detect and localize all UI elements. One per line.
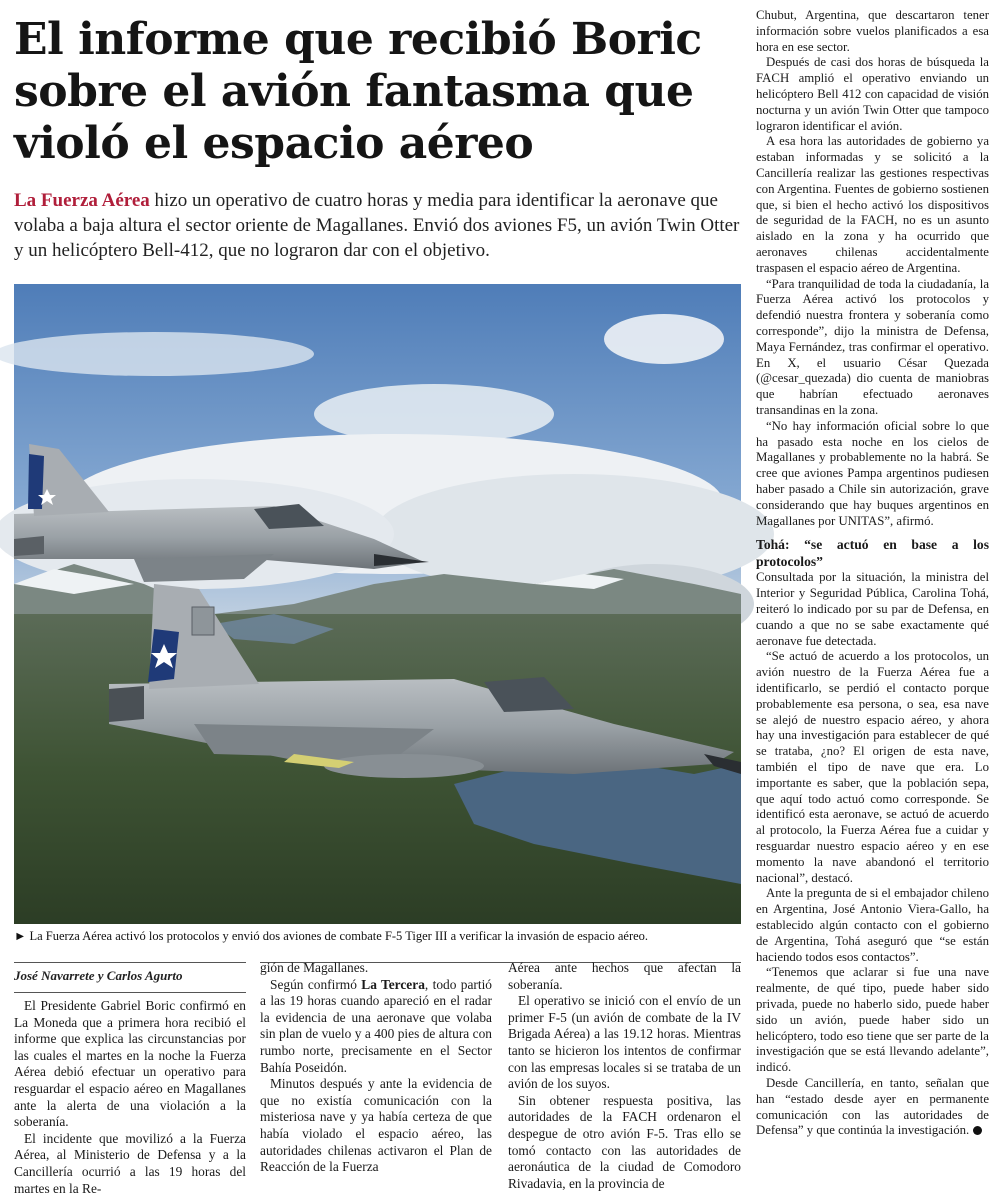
byline: José Navarrete y Carlos Agurto — [14, 968, 183, 983]
paragraph — [756, 1076, 989, 1139]
paragraph: Sin obtener respuesta positiva, las autoridades de la FACH ordenaron el despegue de otro avión F-5. Tras ello se tomó contacto con las autoridades de aeronáutica de la ciudad de Comodoro Rivadavia, en la provincia de — [508, 1092, 741, 1191]
section-subhead: Tohá: “se actuó en base a los protocolos” — [756, 537, 989, 569]
byline-rule — [14, 992, 246, 993]
paragraph: Chubut, Argentina, que descartaron tener información sobre vuelos planificados a esa hora en ese sector. — [756, 8, 989, 54]
paragraph: El Presidente Gabriel Boric confirmó en La Moneda que a primera hora recibió el informe que explica las circunstancias por las cuales el martes en la noche la Fuerza Aérea debió efectuar un operativo para resguardar el espacio aéreo en Magallanes ante la alerta de una violación a la soberanía. — [14, 998, 246, 1130]
article-column-1 — [14, 968, 246, 1196]
paragraph: “Se actuó de acuerdo a los protocolos, un avión nuestro de la Fuerza Aérea fue a identificarlo, se perdió el contacto porque probablemente esa persona, o sea, esa nave se alejó de nuestro espacio aéreo, y ahora hay una investigación para establecer de qué se trataba, ¿no? El origen de esta nave, también el tipo de nave que era. Lo importante es saber, que la población sepa, que aquí todo actuó como corresponde. Se identificó esta aeronave, se actuó de acuerdo al protocolo, la Fuerza Aérea fue a cuidar y resguardar nuestro espacio aéreo y en ese momento la nave abandonó el territorio nacional”, destacó. — [756, 649, 989, 885]
lead-kicker: La Fuerza Aérea — [14, 190, 150, 211]
lead-text: hizo un operativo de cuatro horas y media para identificar la aeronave que volaba a baja altura el sector oriente de Magallanes. Envió dos aviones F5, un avión Twin Otter y un helicóptero Bell-412, que no lograron dar con el objetivo. — [14, 190, 740, 261]
paragraph: Después de casi dos horas de búsqueda la FACH amplió el operativo enviando un helicóptero Bell 412 con capacidad de visión nocturna y un avión Twin Otter que tampoco lograron identificar el avión. — [756, 55, 989, 133]
lead-paragraph — [14, 188, 744, 263]
paragraph-text: , todo partió a las 19 horas cuando apareció en el radar la evidencia de una aeronave que volaba sin plan de vuelo y a 400 pies de altura con rumbo norte, precisamente en el Sector Bahía Poseidón. — [260, 976, 493, 1075]
caption-text: La Fuerza Aérea activó los protocolos y envió dos aviones de combate F-5 Tiger III a verificar la invasión de espacio aéreo. — [26, 929, 649, 943]
paragraph: gión de Magallanes. — [260, 960, 369, 975]
paragraph: El incidente que movilizó a la Fuerza Aérea, al Ministerio de Defensa y a la Cancillería ocurrió a las 19 horas del martes en la Re- — [14, 1130, 246, 1196]
paragraph: Ante la pregunta de si el embajador chileno en Argentina, José Antonio Viera-Gallo, ha establecido algún contacto con el gobierno de Argentina, Tohá aseguró que “se están haciendo todos esos contactos”. — [756, 886, 989, 964]
paragraph-text: Desde Cancillería, en tanto, señalan que han “estado desde ayer en permanente comunicación con las autoridades de Defensa” y que continúa la investigación. — [756, 1075, 989, 1138]
article-column-4 — [756, 8, 989, 1168]
paragraph: El operativo se inició con el envío de un primer F-5 (un avión de combate de la IV Brigada Aérea) a las 19.12 horas. Mientras tanto se hicieron los intentos de confirmar con las empresas locales si se trataba de un avión de los suyos. — [508, 993, 741, 1092]
headline-line-3: violó el espacio aéreo — [14, 118, 534, 169]
column-rule-1 — [14, 962, 246, 963]
photo-caption — [14, 928, 741, 944]
article-column-2 — [260, 960, 493, 1175]
paragraph — [260, 977, 492, 1077]
caption-arrow-icon: ► — [14, 929, 27, 943]
headline — [14, 14, 744, 170]
paragraph: “No hay información oficial sobre lo que ha pasado esta noche en los cielos de Magallanes y probablemente no la habrá. Se cree que aviones Pampa argentinos pudiesen haber pasado a Chile sin autorización, grave considerando que hay buques argentinos en Magallanes por UNITAS”, afirmó. — [756, 418, 989, 528]
paragraph: Minutos después y ante la evidencia de que no existía comunicación con la misteriosa nave y ya había certeza de que había violado el espacio aéreo, las autoridades chilenas activaron el Plan de Reacción de la Fuerza — [260, 1076, 492, 1175]
paragraph: “Tenemos que aclarar si fue una nave realmente, de qué tipo, puede haber sido privada, puede no haberlo sido, puede haber sido un avión, puede haber sido un helicóptero, todo eso tiene que ser parte de la investigación que se está llevando adelante”, indicó. — [756, 965, 989, 1075]
newspaper-name: La Tercera — [361, 976, 425, 992]
headline-line-1: El informe que recibió Boric — [14, 14, 702, 65]
paragraph: Aérea ante hechos que afectan la soberanía. — [508, 960, 741, 992]
fighter-jets-illustration — [14, 284, 741, 924]
paragraph-text: Según confirmó — [270, 976, 362, 992]
end-of-article-icon — [973, 1126, 982, 1135]
paragraph: Consultada por la situación, la ministra del Interior y Seguridad Pública, Carolina Tohá, reiteró lo indicado por su par de Defensa, en cuando a que no se sabe exactamente qué aeronave fue detectada. — [756, 570, 989, 648]
article-photo — [14, 284, 741, 924]
paragraph: A esa hora las autoridades de gobierno ya estaban informadas y se solicitó a la Cancillería realizar las gestiones respectivas con Argentina. Fuentes de gobierno sostienen que, si bien el hecho activó los dispositivos de seguridad de la FACH, no es un asunto aislado en la zona y ha ocurrido que aeronaves chilenas accidentalmente traspasen el espacio aéreo de Argentina. — [756, 134, 989, 275]
article-column-3 — [508, 960, 741, 1191]
headline-line-2: sobre el avión fantasma que — [14, 66, 694, 117]
paragraph: “Para tranquilidad de toda la ciudadanía, la Fuerza Aérea activó los protocolos y defendió nuestra frontera y soberanía como corresponde”, dijo la ministra de Defensa, Maya Fernández, tras confirmar el operativo. En X, el usuario César Quezada (@cesar_quezada) dio cuenta de maniobras que habrían efectuado aeronaves transandinas en la zona. — [756, 276, 989, 417]
